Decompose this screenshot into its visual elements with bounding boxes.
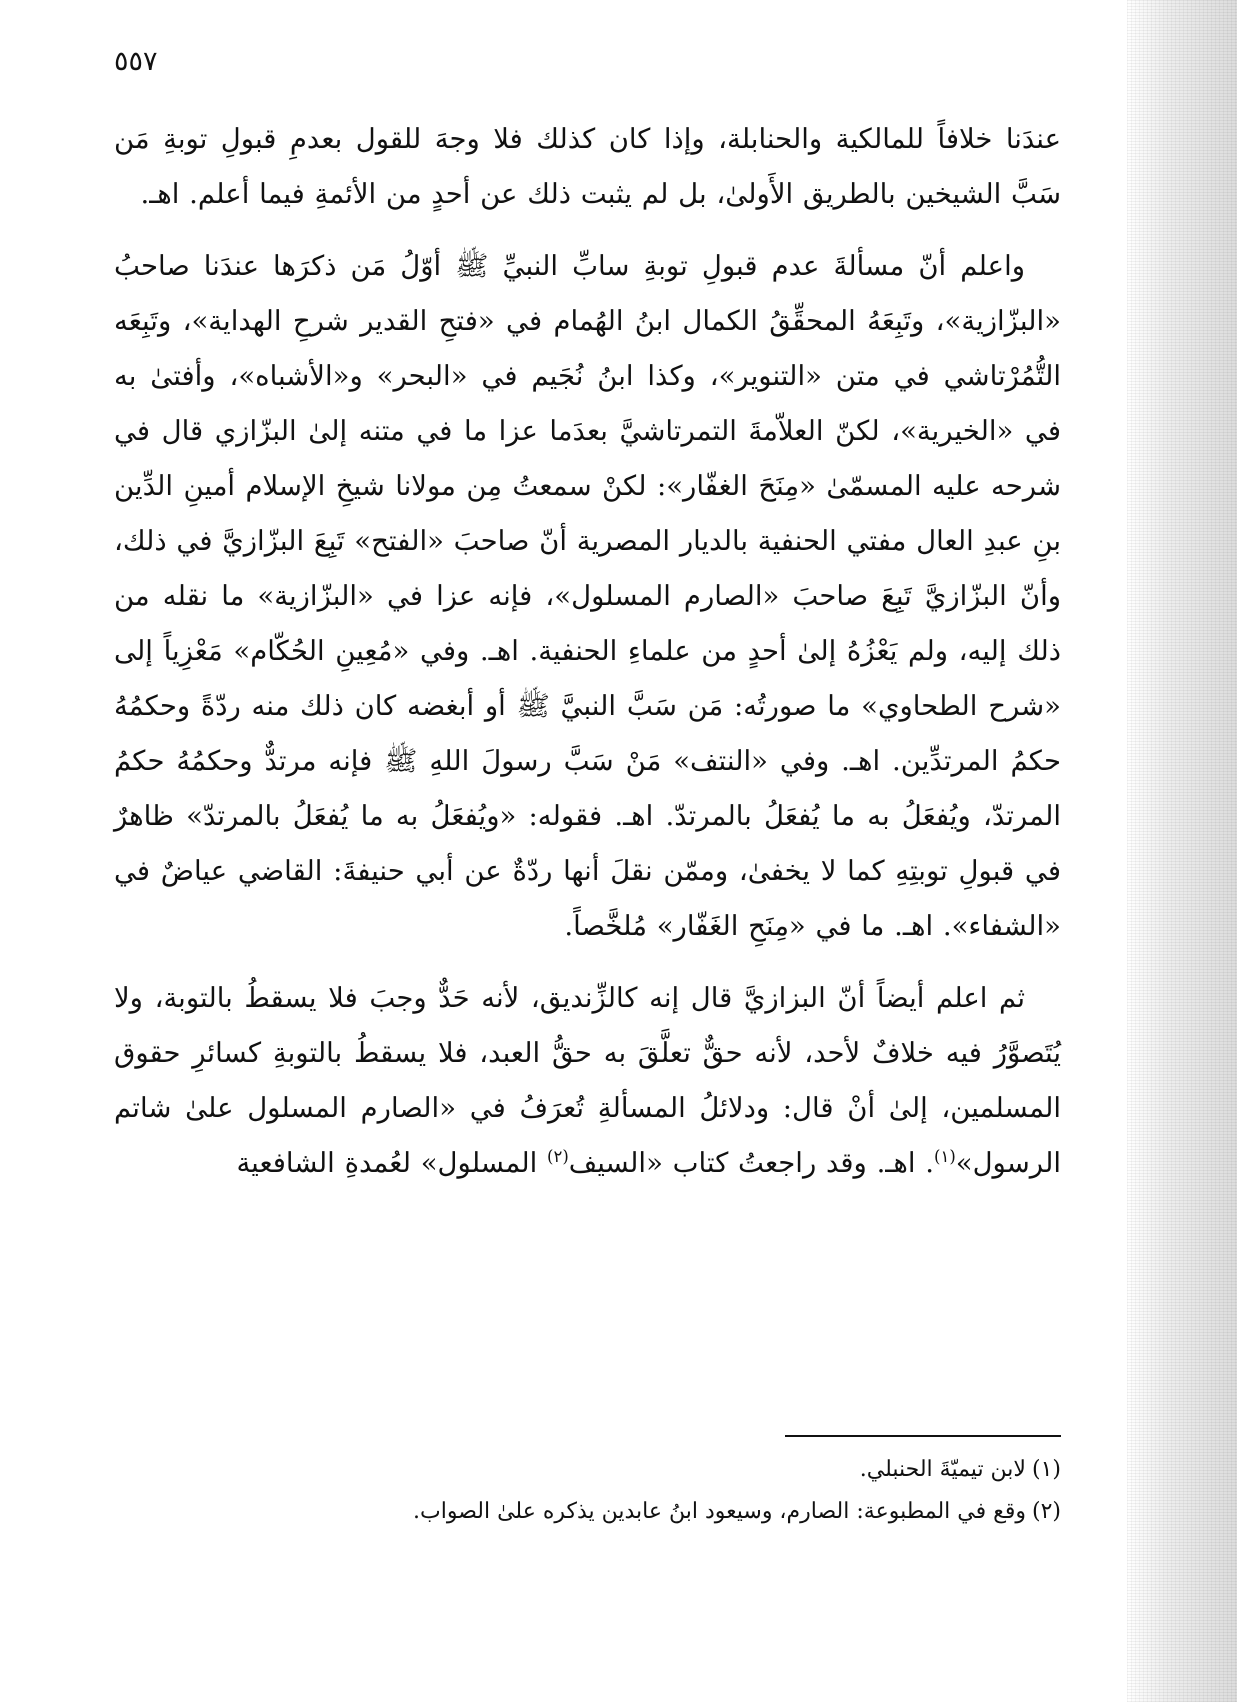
footnote-divider xyxy=(785,1435,1061,1437)
footnote-2 xyxy=(114,1491,1061,1533)
paragraph-3-part-2: . اهـ. وقد راجعتُ كتاب «السيف xyxy=(568,1147,934,1179)
footnote-ref-1: (١) xyxy=(934,1146,956,1166)
paragraph-3-part-1: ثم اعلم أيضاً أنّ البزازيَّ قال إنه كالزِّنديق، لأنه حَدٌّ وجبَ فلا يسقطُ بالتوبة، ولا يُتَصوَّرُ فيه خلافٌ لأحد، لأنه حقٌّ تعلَّقَ به حقُّ العبد، فلا يسقطُ بالتوبةِ كسائرِ حقوق المسلمين، إلىٰ أنْ قال: ودلائلُ المسألةِ تُعرَفُ في «الصارم المسلول علىٰ شاتم الرسول» xyxy=(114,982,1061,1179)
footnote-1 xyxy=(114,1449,1061,1491)
footnote-text: لابن تيميّةَ الحنبلي. xyxy=(859,1457,1026,1482)
main-text xyxy=(114,112,1061,1191)
footnote-number: (١) xyxy=(1031,1457,1061,1482)
footnotes xyxy=(114,1449,1061,1533)
footnote-number: (٢) xyxy=(1031,1499,1061,1524)
paragraph-1: عندَنا خلافاً للمالكية والحنابلة، وإذا كان كذلك فلا وجهَ للقول بعدمِ قبولِ توبةِ مَن سَبَّ الشيخين بالطريق الأَولىٰ، بل لم يثبت ذلك عن أحدٍ من الأئمةِ فيما أعلم. اهـ. xyxy=(114,123,1061,210)
paragraph-2: واعلم أنّ مسألةَ عدم قبولِ توبةِ سابِّ النبيِّ ﷺ أوّلُ مَن ذكرَها عندَنا صاحبُ «البزّازية»، وتَبِعَهُ المحقِّقُ الكمال ابنُ الهُمام في «فتحِ القدير شرحِ الهداية»، وتَبِعَه التُّمُرْتاشي في متن «التنوير»، وكذا ابنُ نُجَيم في «البحر» و«الأشباه»، وأفتىٰ به في «الخيرية»، لكنّ العلاّمةَ التمرتاشيَّ بعدَما عزا ما في متنه إلىٰ البزّازي قال في شرحه عليه المسمّىٰ «مِنَحَ الغفّار»: لكنْ سمعتُ مِن مولانا شيخِ الإسلام أمينِ الدِّين بنِ عبدِ العال مفتي الحنفية بالديار المصرية أنّ صاحبَ «الفتح» تَبِعَ البزّازيَّ في ذلك، وأنّ البزّازيَّ تَبِعَ صاحبَ «الصارم المسلول»، فإنه عزا في «البزّازية» ما نقله من ذلك إليه، ولم يَعْزُهُ إلىٰ أحدٍ من علماءِ الحنفية. اهـ. وفي «مُعِينِ الحُكّام» مَعْزِياً إلى «شرح الطحاوي» ما صورتُه: مَن سَبَّ النبيَّ ﷺ أو أبغضه كان ذلك منه ردّةً وحكمُهُ حكمُ المرتدِّين. اهـ. وفي «النتف» مَنْ سَبَّ رسولَ اللهِ ﷺ فإنه مرتدٌّ وحكمُهُ حكمُ المرتدّ، ويُفعَلُ به ما يُفعَلُ بالمرتدّ. اهـ. فقوله: «ويُفعَلُ به ما يُفعَلُ بالمرتدّ» ظاهرٌ في قبولِ توبتِهِ كما لا يخفىٰ، وممّن نقلَ أنها ردّةٌ عن أبي حنيفةَ: القاضي عياضٌ في «الشفاء». اهـ. ما في «مِنَحِ الغَفّار» مُلخَّصاً. xyxy=(114,250,1061,942)
page-number: ٥٥٧ xyxy=(114,46,158,77)
paragraph-3 xyxy=(114,971,1061,1191)
footnote-text: وقع في المطبوعة: الصارم، وسيعود ابنُ عابدين يذكره علىٰ الصواب. xyxy=(413,1499,1026,1524)
scan-edge-shadow xyxy=(1127,0,1237,1702)
paragraph-3-part-3: المسلول» لعُمدةِ الشافعية xyxy=(236,1147,547,1179)
footnote-ref-2: (٢) xyxy=(547,1146,569,1166)
